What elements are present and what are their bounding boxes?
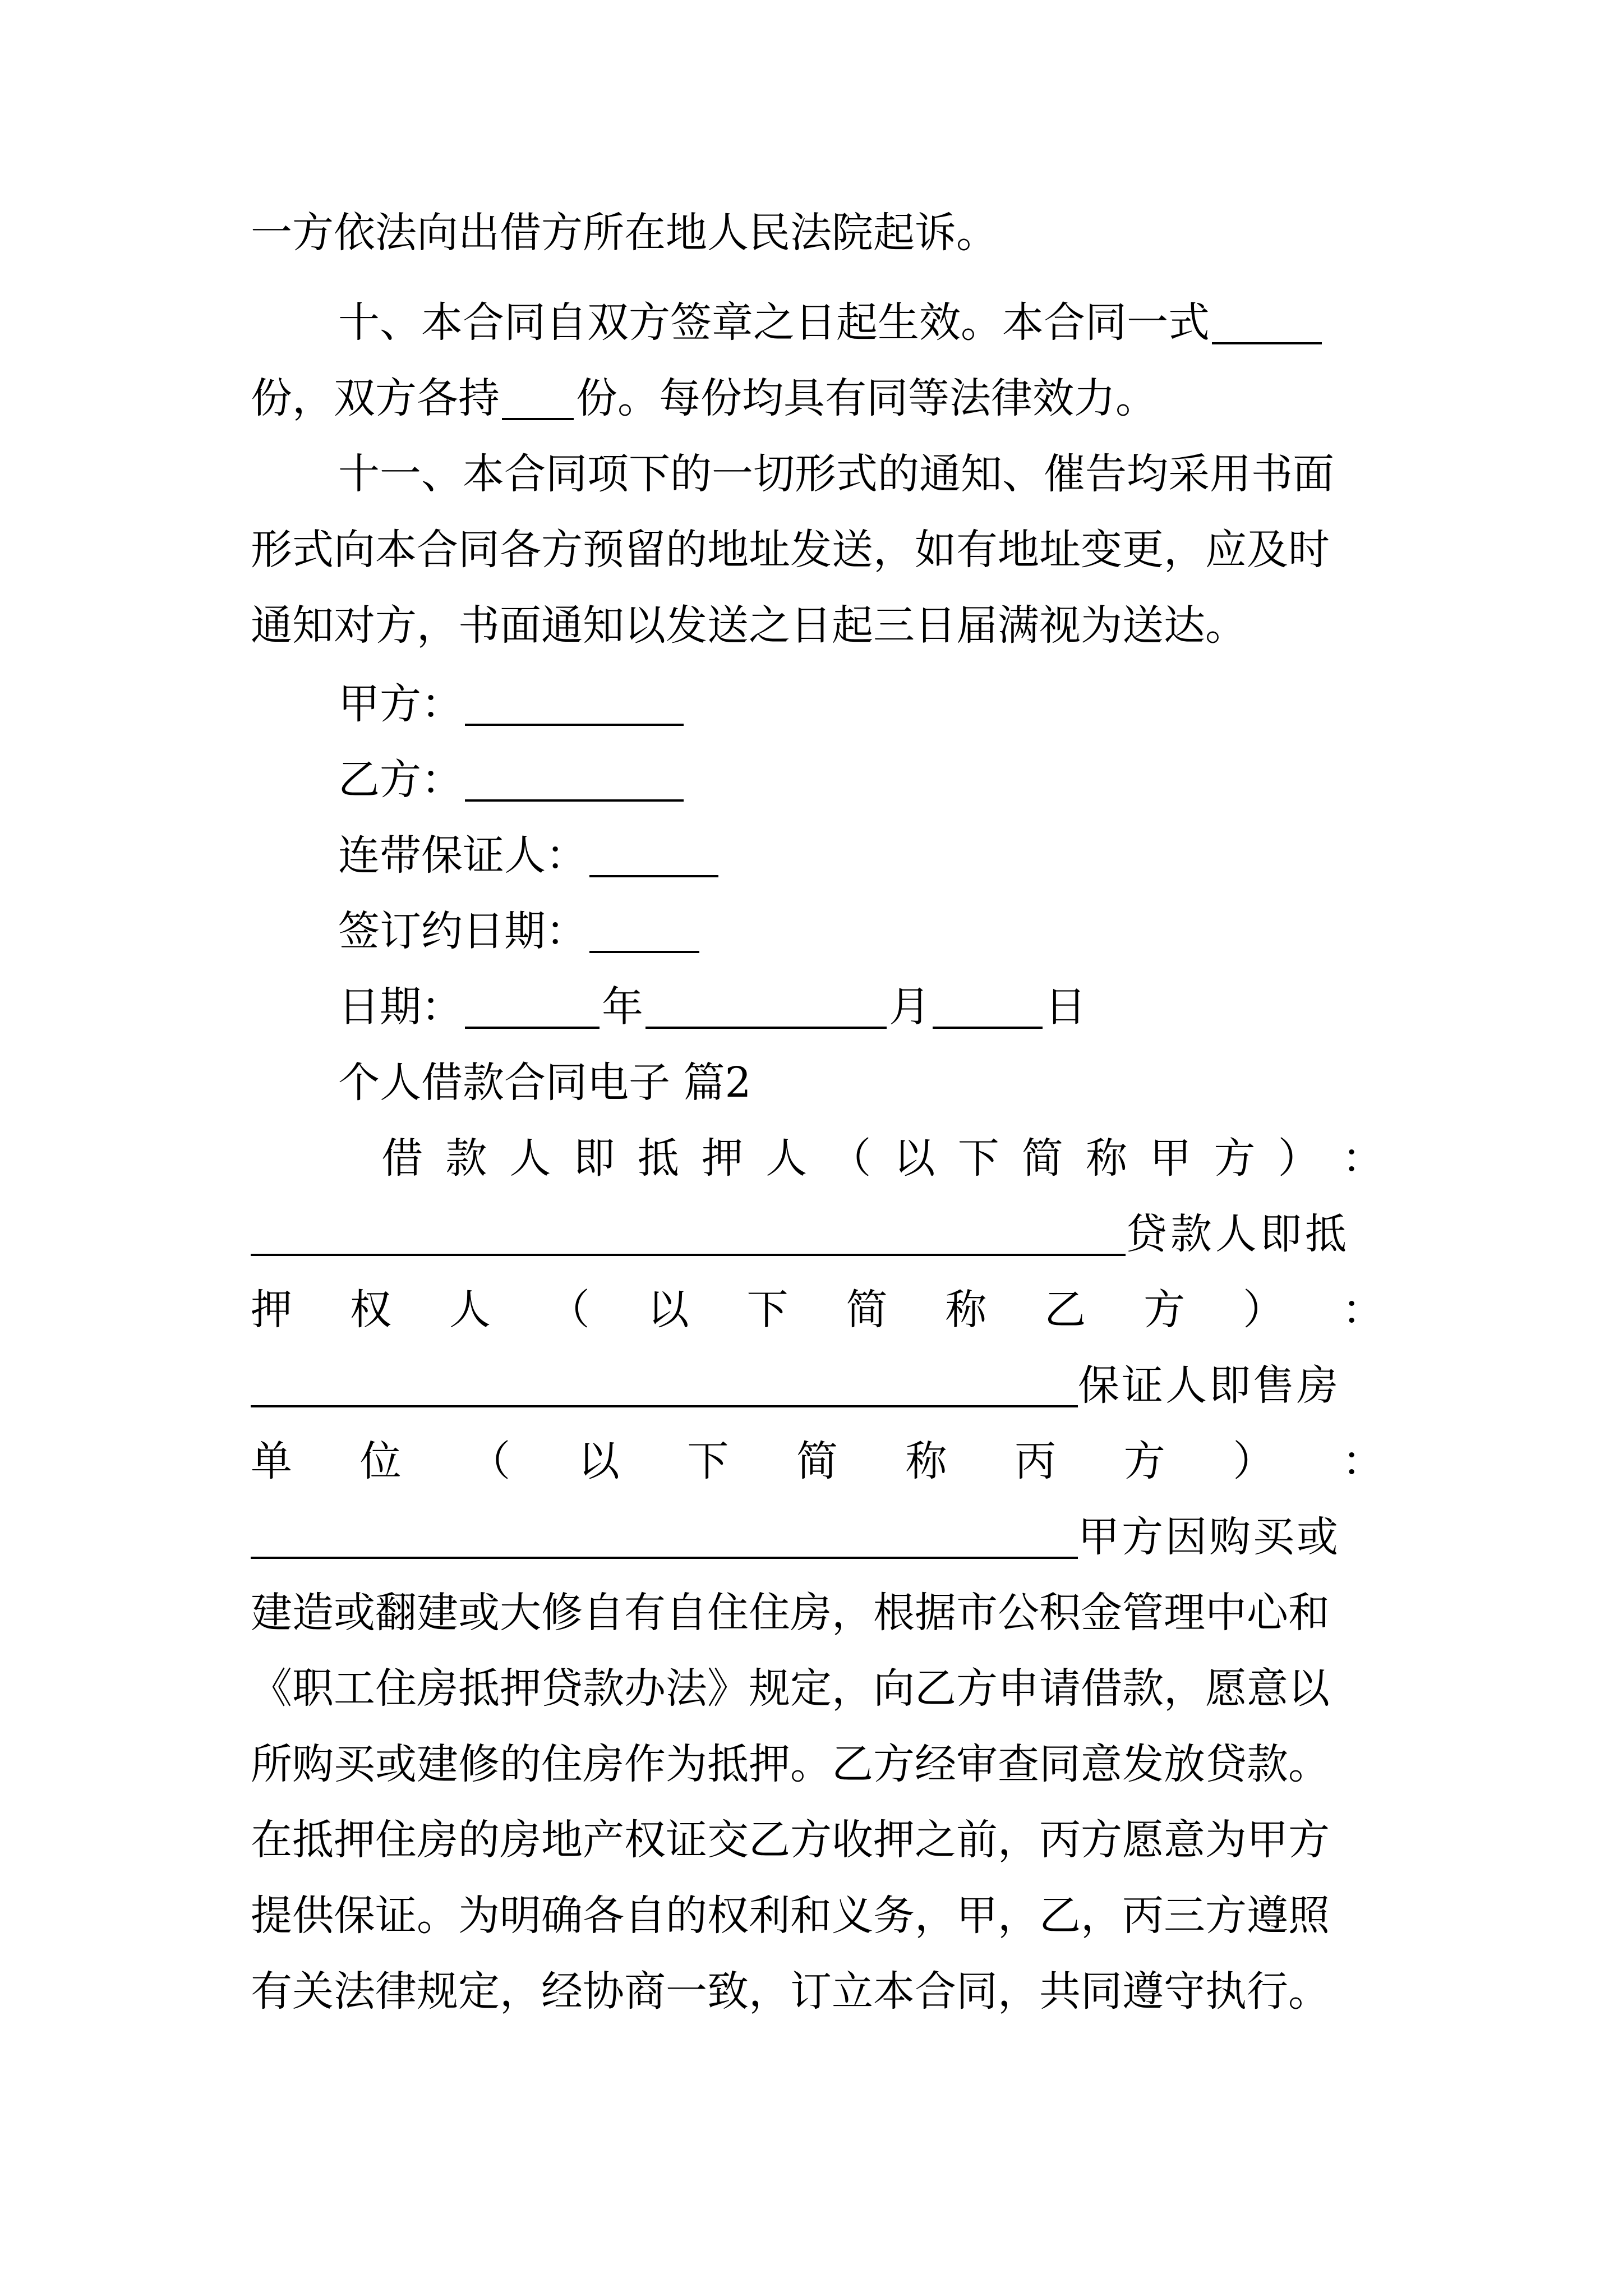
sign-date-label: 签订约日期： (338, 907, 587, 955)
char: 款 (445, 1134, 487, 1182)
char: 以 (578, 1437, 620, 1485)
char: 称 (945, 1286, 987, 1334)
party-b-line (338, 740, 1384, 819)
party-b-label: 乙方： (338, 756, 463, 804)
year-blank[interactable] (465, 1027, 600, 1029)
char: 人 (449, 1286, 491, 1334)
guarantor-label: 连带保证人： (338, 831, 587, 880)
paragraph-line: 有关法律规定，经协商一致，订立本合同，共同遵守执行。 (251, 1967, 1330, 2016)
paragraph-line: 所购买或建修的住房作为抵押。乙方经审查同意发放贷款。 (251, 1740, 1330, 1788)
paragraph-line: 在抵押住房的房地产权证交乙方收押之前，丙方愿意为甲方 (251, 1816, 1330, 1864)
text-fragment: 甲方因购买或 (1078, 1513, 1340, 1561)
char: （ (548, 1286, 590, 1334)
text-fragment: 份，双方各持 (251, 374, 500, 422)
char: 以 (647, 1286, 689, 1334)
party-a-label: 甲方： (338, 680, 463, 728)
char: 即 (573, 1134, 615, 1182)
char: ： (1341, 1437, 1384, 1485)
char: 押 (251, 1286, 292, 1334)
char: （ (829, 1134, 872, 1182)
paragraph-line: 建造或翻建或大修自有自住住房，根据市公积金管理中心和 (251, 1589, 1330, 1637)
paragraph-line: 提供保证。为明确各自的权利和义务，甲，乙，丙三方遵照 (251, 1892, 1330, 1940)
char: （ (469, 1437, 511, 1485)
char: ） (1278, 1134, 1320, 1182)
party-a-line (338, 665, 1384, 743)
day-label: 日 (1045, 983, 1086, 1031)
day-blank[interactable] (933, 1027, 1043, 1029)
lender-blank[interactable] (251, 1405, 1078, 1407)
char: 乙 (1044, 1286, 1086, 1334)
month-label: 月 (889, 983, 930, 1031)
text-fragment: 保证人即售房 (1078, 1361, 1340, 1410)
section-title: 个人借款合同电子 篇2 (338, 1059, 751, 1107)
char: 人 (766, 1134, 808, 1182)
clause-11-line-2: 形式向本合同各方预留的地址发送，如有地址变更，应及时 (251, 526, 1330, 574)
char: 权 (349, 1286, 391, 1334)
seller-blank[interactable] (251, 1557, 1078, 1559)
char: 方 (1214, 1134, 1256, 1182)
char: 下 (687, 1437, 729, 1485)
char: 借 (381, 1134, 423, 1182)
text-fragment: 份。每份均具有同等法律效力。 (576, 374, 1157, 422)
char: 单 (251, 1437, 292, 1485)
char: 简 (796, 1437, 838, 1485)
char: 称 (1086, 1134, 1128, 1182)
text-fragment: 贷款人即抵 (1126, 1210, 1350, 1258)
sign-date-line (338, 892, 1384, 970)
clause-10-line (338, 283, 1384, 362)
guarantor-role-line (251, 1346, 1384, 1425)
lender-role-line (251, 1271, 1384, 1349)
guarantor-line (338, 816, 1384, 895)
party-b-blank[interactable] (465, 799, 684, 802)
borrower-line (381, 1119, 1384, 1198)
char: 方 (1123, 1437, 1165, 1485)
char: 丙 (1015, 1437, 1057, 1485)
clause-10-line-2 (251, 359, 1384, 438)
year-label: 年 (602, 983, 643, 1031)
char: 简 (1021, 1134, 1063, 1182)
sign-date-blank[interactable] (589, 951, 699, 953)
date-label: 日期： (338, 983, 463, 1031)
month-blank[interactable] (645, 1027, 887, 1029)
clause-11-line-3: 通知对方，书面通知以发送之日起三日届满视为送达。 (251, 601, 1247, 650)
char: 下 (746, 1286, 789, 1334)
char: ： (1341, 1286, 1384, 1334)
char: ） (1243, 1286, 1285, 1334)
char: 押 (701, 1134, 743, 1182)
copies-each-blank[interactable] (502, 418, 574, 420)
text-line: 一方依法向出借方所在地人民法院起诉。 (251, 209, 998, 257)
party-a-blank[interactable] (465, 724, 684, 726)
char: 简 (846, 1286, 888, 1334)
char: 甲 (1150, 1134, 1192, 1182)
char: 下 (957, 1134, 999, 1182)
copies-total-blank[interactable] (1212, 342, 1322, 344)
char: 人 (509, 1134, 551, 1182)
borrower-blank[interactable] (251, 1254, 1126, 1256)
char: 抵 (637, 1134, 679, 1182)
char: ） (1233, 1437, 1275, 1485)
lender-line (251, 1195, 1384, 1273)
paragraph-line: 《职工住房抵押贷款办法》规定，向乙方申请借款，愿意以 (251, 1664, 1330, 1713)
char: ： (1341, 1134, 1384, 1182)
char: 方 (1144, 1286, 1186, 1334)
char: 位 (359, 1437, 402, 1485)
clause-10-text: 十、本合同自双方签章之日起生效。本合同一式 (338, 298, 1210, 347)
purpose-line (251, 1498, 1384, 1576)
guarantor-blank[interactable] (589, 875, 718, 877)
seller-role-line (251, 1422, 1384, 1501)
char: 称 (905, 1437, 947, 1485)
char: 以 (893, 1134, 935, 1182)
clause-11-line: 十一、本合同项下的一切形式的通知、催告均采用书面 (338, 450, 1334, 498)
date-line (338, 968, 1384, 1046)
